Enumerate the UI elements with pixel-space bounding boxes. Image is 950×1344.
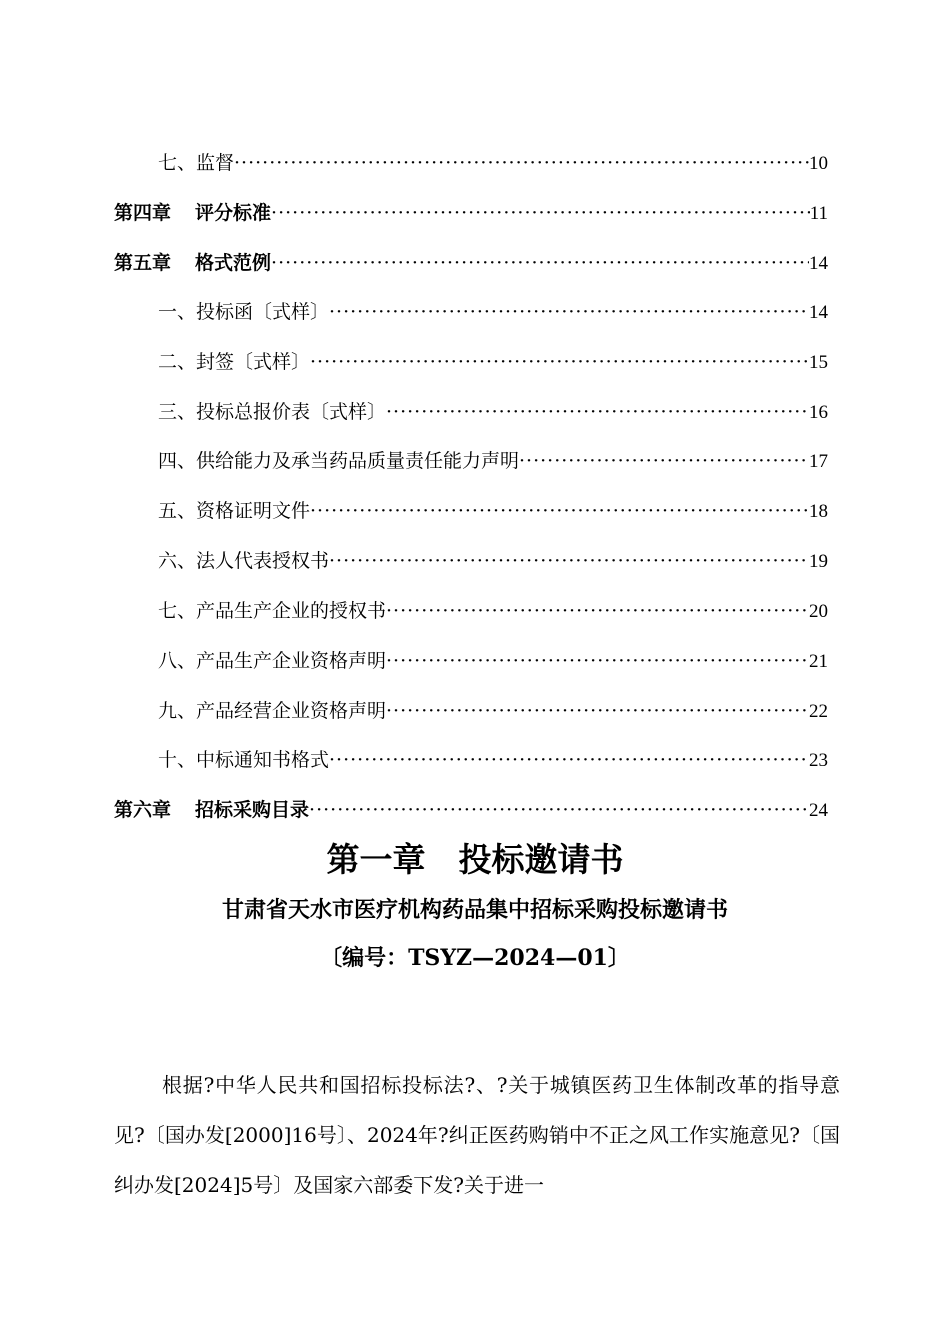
toc-entry-page: 14 <box>809 253 828 274</box>
toc-entry[interactable] <box>158 148 828 178</box>
toc-entry[interactable] <box>158 646 828 676</box>
toc-entry[interactable] <box>158 496 828 526</box>
toc-entry-page: 22 <box>809 701 828 722</box>
toc-entry-label: 七、产品生产企业的授权书 <box>158 600 387 622</box>
toc-entry-page: 10 <box>809 153 828 174</box>
toc-dot-leader <box>329 546 809 576</box>
toc-dot-leader <box>386 646 809 676</box>
toc-chapter-label: 招标采购目录 <box>195 799 310 821</box>
toc-dot-leader <box>310 347 809 377</box>
body-paragraph: 根据?中华人民共和国招标投标法?、?关于城镇医药卫生体制改革的指导意见?〔国办发[2000]16号〕、2024年?纠正医药购销中不正之风工作实施意见?〔国纠办发[2024]5号〕及国家六部委下发?关于进一 <box>114 1073 840 1197</box>
toc-chapter-entry[interactable] <box>114 198 828 228</box>
toc-entry-page: 17 <box>809 451 828 472</box>
toc-entry-label: 一、投标函〔式样〕 <box>158 301 330 323</box>
toc-chapter-entry[interactable] <box>114 248 828 278</box>
toc-chapter-number: 第六章 <box>114 799 172 821</box>
toc-entry-label: 六、法人代表授权书 <box>158 550 330 572</box>
toc-dot-leader <box>310 496 809 526</box>
toc-entry[interactable] <box>158 546 828 576</box>
toc-entry-page: 24 <box>809 800 828 821</box>
toc-entry[interactable] <box>158 347 828 377</box>
document-number: 〔编号：TSYZ—2024—01〕 <box>320 945 630 971</box>
toc-entry-label: 八、产品生产企业资格声明 <box>158 650 387 672</box>
toc-entry-page: 21 <box>809 651 828 672</box>
toc-entry-label: 四、供给能力及承当药品质量责任能力声明 <box>158 450 520 472</box>
toc-dot-leader <box>386 397 809 427</box>
toc-dot-leader <box>271 198 810 228</box>
toc-entry-label: 七、监督 <box>158 152 235 174</box>
chapter-heading: 第一章 投标邀请书 <box>326 840 624 879</box>
toc-entry[interactable] <box>158 745 828 775</box>
toc-chapter-number: 第五章 <box>114 252 172 274</box>
toc-entry-page: 16 <box>809 402 828 423</box>
toc-entry[interactable] <box>158 696 828 726</box>
toc-entry[interactable] <box>158 397 828 427</box>
toc-entry-page: 20 <box>809 601 828 622</box>
toc-dot-leader <box>519 446 809 476</box>
toc-entry-page: 11 <box>809 203 828 224</box>
toc-dot-leader <box>234 148 809 178</box>
toc-chapter-label: 格式范例 <box>195 252 272 274</box>
toc-dot-leader <box>386 596 809 626</box>
toc-entry-label: 九、产品经营企业资格声明 <box>158 700 387 722</box>
toc-dot-leader <box>309 795 809 825</box>
toc-chapter-label: 评分标准 <box>195 202 272 224</box>
toc-entry-label: 二、封签〔式样〕 <box>158 351 311 373</box>
toc-entry-label: 三、投标总报价表〔式样〕 <box>158 401 387 423</box>
toc-entry-label: 十、中标通知书格式 <box>158 749 330 771</box>
toc-entry-page: 18 <box>809 501 828 522</box>
toc-entry-page: 15 <box>809 352 828 373</box>
toc-chapter-number: 第四章 <box>114 202 172 224</box>
toc-entry-page: 14 <box>809 302 828 323</box>
toc-entry-page: 19 <box>809 551 828 572</box>
toc-chapter-entry[interactable] <box>114 795 828 825</box>
document-title: 甘肃省天水市医疗机构药品集中招标采购投标邀请书 <box>221 897 728 923</box>
toc-entry[interactable] <box>158 596 828 626</box>
toc-entry-page: 23 <box>809 750 828 771</box>
toc-dot-leader <box>329 745 809 775</box>
toc-entry-label: 五、资格证明文件 <box>158 500 311 522</box>
toc-entry[interactable] <box>158 446 828 476</box>
toc-dot-leader <box>386 696 809 726</box>
toc-dot-leader <box>329 297 809 327</box>
toc-entry[interactable] <box>158 297 828 327</box>
toc-dot-leader <box>271 248 809 278</box>
